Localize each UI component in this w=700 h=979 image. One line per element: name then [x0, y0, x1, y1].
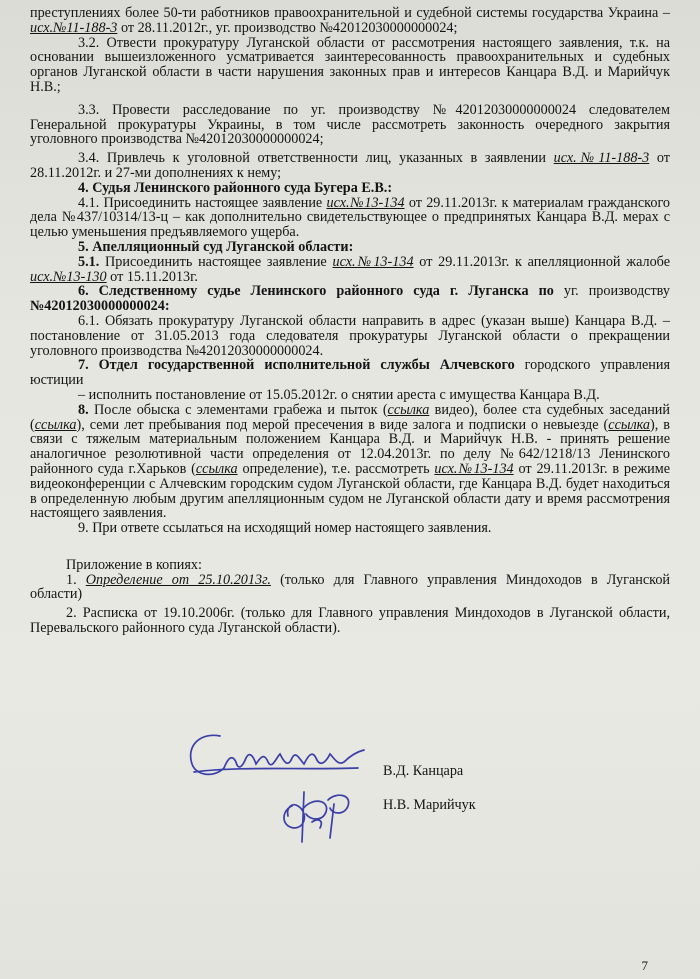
heading-section-6: 6. Следственному судье Ленинского районного суда г. Луганска по уг. производству №42012030000000024: — [30, 283, 670, 315]
reference-link: исх.№13-130 — [30, 268, 107, 285]
heading-section-7: 7. Отдел государственной исполнительной службы Алчевского городского управления юстиции — [30, 357, 670, 389]
paragraph-9: 9. При ответе ссылаться на исходящий номер настоящего заявления. — [78, 520, 492, 537]
link-text[interactable]: ссылка — [195, 460, 238, 477]
paragraph-8: 8. После обыска с элементами грабежа и пыток (ссылка видео), более ста судебных заседаний (ссылка), семи лет пребывания под мерой пресечения в виде залога и подписки о невыезде (ссылка), в связи с тяжелым материальным положением Канцара В.Д. и Марийчук Н.В. - принять решение аналогичное резолютивной части определения от 12.04.2013г. по делу №642/1218/13 Ленинского районного суда г.Харьков (ссылка определение), т.е. рассмотреть исх.№13-134 от 29.11.2013г. в режиме видеоконференции с Алчевским городским судом Луганской области, где Канцара В.Д. будет находиться в определенную любым другим апелляционным судом не Луганской области дату и время рассмотрения настоящего заявления. — [30, 401, 670, 522]
paragraph-6-1: 6.1. Обязать прокуратуру Луганской области направить в адрес (указан выше) Канцара В.Д. – постановление от 31.05.2013 года следователя прокуратуры Луганской области о прекращении уголовного производства №42012030000000024. — [30, 312, 670, 359]
paragraph-5-1: 5.1. Присоединить настоящее заявление исх.№13-134 от 29.11.2013г. к апелляционной жалобе исх.№13-130 от 15.11.2013г. — [30, 253, 671, 285]
page-number: 7 — [641, 958, 648, 973]
heading-section-5: 5. Апелляционный суд Луганской области: — [78, 238, 354, 255]
heading-section-4: 4. Судья Ленинского районного суда Бугера Е.В.: — [78, 179, 393, 196]
reference-link: исх.№13-134 — [332, 253, 414, 270]
document-page — [30, 6, 670, 636]
reference-link: исх.№13-134 — [326, 194, 405, 211]
attachments-title: Приложение в копиях: — [66, 556, 202, 573]
reference-link: исх.№11-188-3 — [553, 150, 650, 167]
paragraph-intro: преступлениях более 50-ти работников правоохранительной и судебной системы государства Украина – исх.№11-188-3 от 28.11.2012г., уг. производство №42012030000000024; — [30, 5, 670, 36]
paragraph-4-1: 4.1. Присоединить настоящее заявление исх.№13-134 от 29.11.2013г. к материалам гражданского дела №437/10314/13-ц – как дополнительно свидетельствующее о предпринятых Канцара В.Д. мерах с целью уменьшения предъявляемого ущерба. — [30, 194, 670, 241]
signatory-name-1: В.Д. Канцара — [383, 763, 464, 779]
reference-link: Определение от 25.10.2013г. — [85, 571, 271, 588]
attachment-1: 1. Определение от 25.10.2013г. (только для Главного управления Миндоходов в Луганской области) — [30, 571, 671, 603]
paragraph-3-4: 3.4. Привлечь к уголовной ответственности лиц, указанных в заявлении исх.№11-188-3 от 28.11.2012г. и 27-ми дополнениях к нему; — [30, 150, 670, 181]
link-text[interactable]: ссылка — [608, 416, 651, 433]
signature-2 — [272, 782, 362, 844]
paragraph-7: – исполнить постановление от 15.05.2012г. о снятии ареста с имущества Канцара В.Д. — [78, 386, 600, 403]
link-text[interactable]: ссылка — [34, 416, 77, 433]
attachment-2: 2. Расписка от 19.10.2006г. (только для Главного управления Миндоходов в Луганской области, Перевальского районного суда Луганской области). — [30, 605, 670, 637]
reference-link: исх.№13-134 — [434, 460, 514, 477]
paragraph-3-2: 3.2. Отвести прокуратуру Луганской области от рассмотрения настоящего заявления, т.к. на основании вышеизложенного усматривается заинтересованность правоохранительных и судебных органов Луганской области в части нарушения законных прав и интересов Канцара В.Д. и Марийчук Н.В.; — [30, 34, 670, 95]
signatory-name-2: Н.В. Марийчук — [383, 797, 476, 813]
reference-link: исх.№11-188-3 — [30, 19, 118, 36]
link-text[interactable]: ссылка — [387, 401, 430, 418]
signature-1 — [180, 728, 370, 784]
paragraph-3-3: 3.3. Провести расследование по уг. производству №42012030000000024 следователем Генеральной прокуратуры Украины, в том числе рассмотреть законность очередного закрытия уголовного производства №42012030000000024; — [30, 101, 670, 148]
